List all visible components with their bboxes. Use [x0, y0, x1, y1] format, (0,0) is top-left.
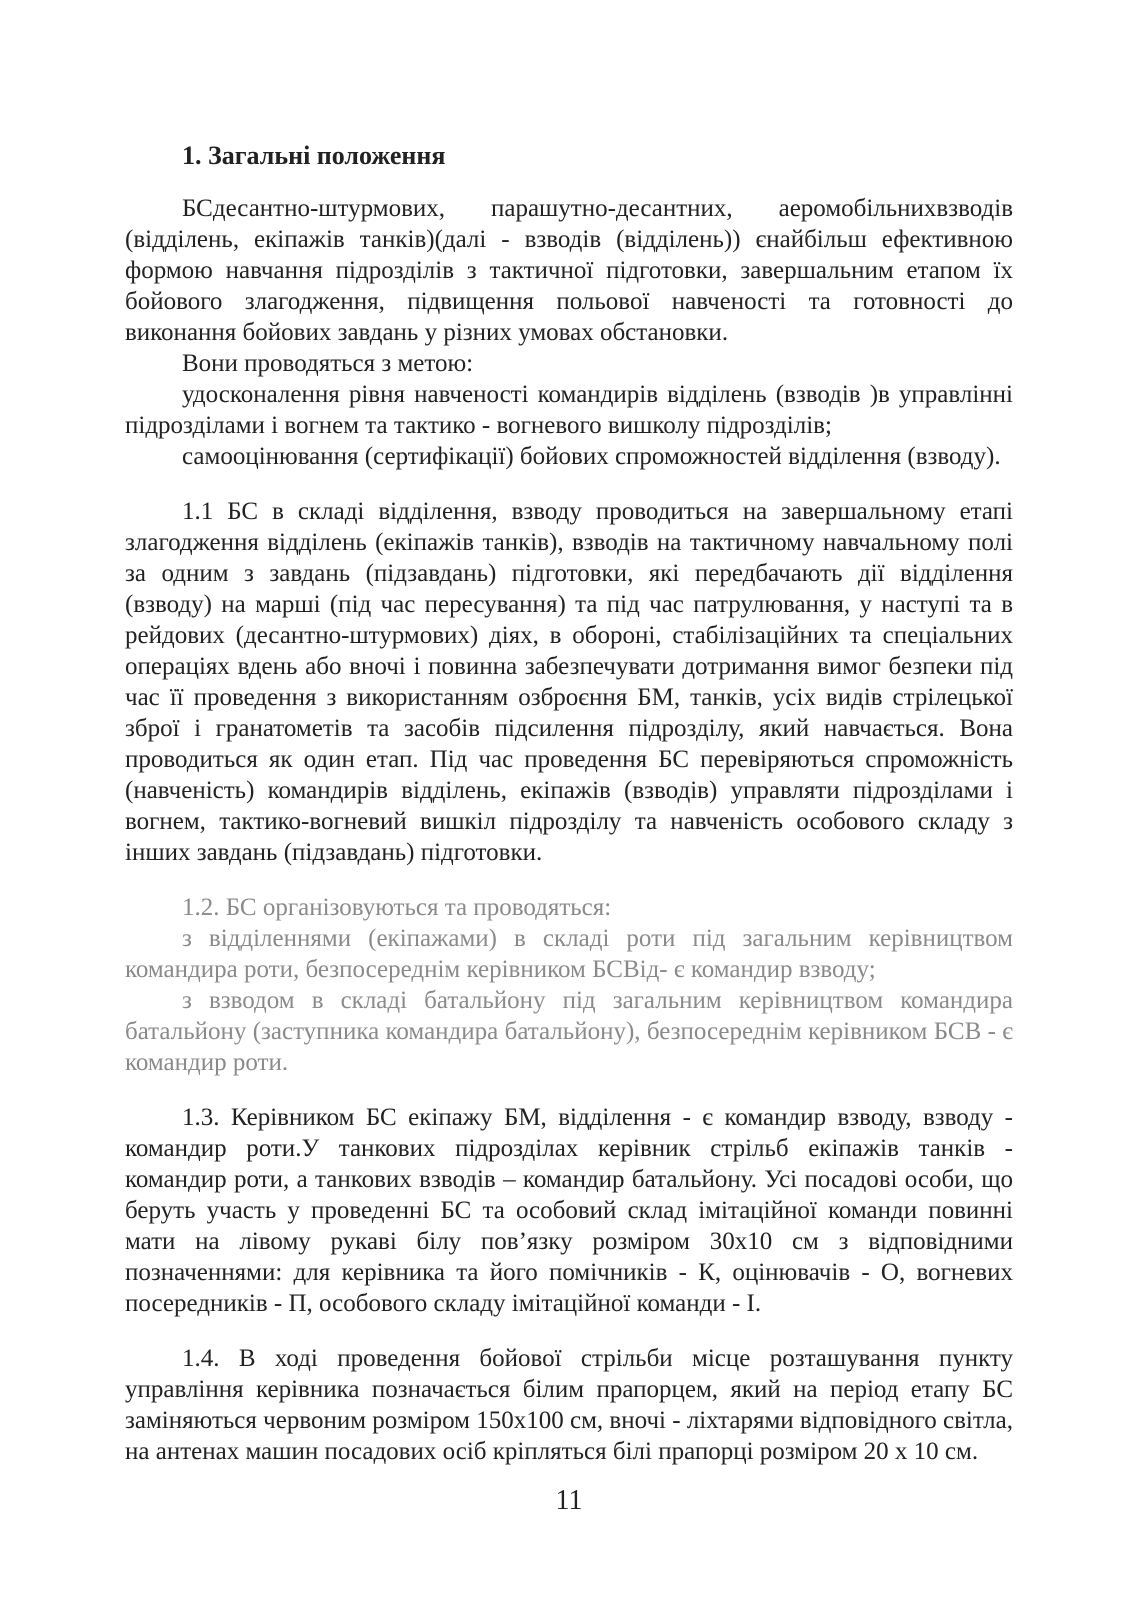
purpose-item-2: самооцінювання (сертифікації) бойових спроможностей відділення (взводу). — [182, 443, 1001, 470]
paragraph-1-4: 1.4. В ході проведення бойової стрільби місце розташування пункту управління керівника позначається білим прапорцем, який на період етапу БС заміняються червоним розміром 150х100 см, вночі - ліхтарями відповідного світла, на антенах машин посадових осіб кріпляться білі прапорці розміром 20 х 10 см. — [125, 1345, 1013, 1465]
paragraph-1-1: 1.1 БС в складі відділення, взводу проводиться на завершальному етапі злагодження відділень (екіпажів танків), взводів на тактичному навчальному полі за одним з завдань (підзавдань) підготовки, які передбачають дії відділення (взводу) на марші (під час пересування) та під час патрулювання, у наступі та в рейдових (десантно-штурмових) діях, в обороні, стабілізаційних та спеціальних операціях вдень або вночі і повинна забезпечувати дотримання вимог безпеки під час її проведення з використанням озброєння БМ, танків, усіх видів стрілецької зброї і гранатометів та засобів підсилення підрозділу, який навчається. Вона проводиться як один етап. Під час проведення БС перевіряються спроможність (навченість) командирів відділень, екіпажів (взводів) управляти підрозділами і вогнем, тактико-вогневий вишкіл підрозділу та навченість особового складу з інших завдань (підзавдань) підготовки. — [125, 498, 1013, 866]
section-heading: 1. Загальні положення — [182, 141, 446, 170]
paragraph-1-3: 1.3. Керівником БС екіпажу БМ, відділення - є командир взводу, взводу - командир роти.У танкових підрозділах керівник стрільб екіпажів танків - командир роти, а танкових взводів – командир батальйону. Усі посадові особи, що беруть участь у проведенні БС та особовий склад імітаційної команди повинні мати на лівому рукаві білу пов’язку розміром 30х10 см з відповідними позначеннями: для керівника та його помічників - К, оцінювачів - О, вогневих посередників - П, особового складу імітаційної команди - І. — [125, 1104, 1013, 1317]
text-block — [125, 140, 1013, 1516]
page-number: 11 — [555, 1485, 583, 1516]
intro-paragraph: БСдесантно-штурмових, парашутно-десантних, аеромобільнихвзводів (відділень, екіпажів танків)(далі - взводів (відділень)) єнайбільш ефективною формою навчання підрозділів з тактичної підготовки, завершальним етапом їх бойового злагодження, підвищення польової навченості та готовності до виконання бойових завдань у різних умовах обстановки. — [125, 195, 1013, 346]
paragraph-1-2-lead: 1.2. БС організовуються та проводяться: — [182, 894, 612, 921]
purpose-lead-line: Вони проводяться з метою: — [182, 350, 474, 377]
paragraph-1-2-item-2: з взводом в складі батальйону під загальним керівництвом командира батальйону (заступника командира батальйону), безпосереднім керівником БСВ - є командир роти. — [125, 987, 1013, 1076]
paragraph-1-2-item-1: з відділеннями (екіпажами) в складі роти під загальним керівництвом командира роти, безпосереднім керівником БСВід- є командир взводу; — [125, 925, 1013, 983]
purpose-item-1: удосконалення рівня навченості командирів відділень (взводів )в управлінні підрозділами і вогнем та тактико - вогневого вишколу підрозділів; — [125, 381, 1013, 439]
